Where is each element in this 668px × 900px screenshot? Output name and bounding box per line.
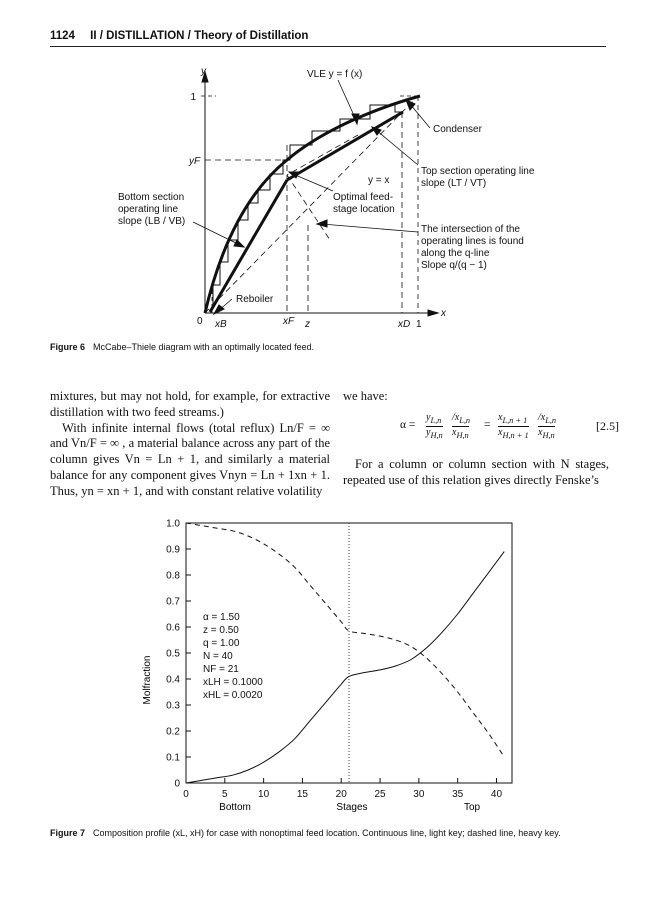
figure6-caption xyxy=(50,342,314,352)
figure7-caption-label: Figure 7 xyxy=(50,828,86,838)
fig7-ytick-label: 0.7 xyxy=(166,596,180,608)
fig7-ytick-label: 0.5 xyxy=(166,648,180,660)
equation-2-5: α = $y_{L,n}$ $y_{H,n}$ $/x_{L,n}$ $x_{H,n}$ = $x_{L,n + 1}$ $x_{H,n + 1}$ $/x_{L,n}$ $x_{H,n}$ xyxy=(400,412,557,440)
text-column-right xyxy=(343,389,609,405)
fig6-y-eq-x: y = x xyxy=(368,175,390,186)
fig7-ytick-label: 0.3 xyxy=(166,700,180,712)
fig7-ytick-label: 0.6 xyxy=(166,622,180,634)
fig6-optimal-feed-2: stage location xyxy=(333,204,395,215)
fig6-condenser-label: Condenser xyxy=(433,124,482,135)
fig7-param: xLH = 0.1000 xyxy=(203,677,263,688)
figure6-caption-text: McCabe–Thiele diagram with an optimally located feed. xyxy=(93,342,315,352)
fig7-xtick-label: 20 xyxy=(335,789,347,800)
fig6-intersection-3: along the q-line xyxy=(421,248,490,259)
fig7-xtick-label: 10 xyxy=(258,789,270,800)
fig7-ytick-label: 0.2 xyxy=(166,726,180,738)
fig7-ytick-label: 0 xyxy=(174,778,180,790)
fig6-x-axis-label: x xyxy=(441,308,446,319)
figure7-chart xyxy=(0,510,668,820)
fig6-reboiler-label: Reboiler xyxy=(236,294,274,305)
fig6-one-y: 1 xyxy=(190,92,196,103)
fig7-ytick-label: 1.0 xyxy=(166,518,180,530)
figure6-caption-label: Figure 6 xyxy=(50,342,86,352)
fig7-ytick-label: 0.4 xyxy=(166,674,180,686)
page-number: 1124 xyxy=(50,30,75,42)
fig7-ylabel: Molfraction xyxy=(142,655,153,705)
fig6-xD: xD xyxy=(398,319,411,330)
fig7-xlabel-right: Top xyxy=(463,802,481,813)
fig7-param: xHL = 0.0020 xyxy=(203,690,263,701)
fig6-xF: xF xyxy=(283,316,295,327)
fig6-intersection-2: operating lines is found xyxy=(421,236,524,247)
fig7-ytick-label: 0.8 xyxy=(166,570,180,582)
fig7-xtick-label: 25 xyxy=(374,789,386,800)
fig7-xtick-label: 40 xyxy=(490,789,503,800)
fig7-xlabel-center: Stages xyxy=(336,802,368,813)
fig7-xtick-label: 35 xyxy=(452,789,464,800)
fig6-bottom-op-3: slope (LB / VB) xyxy=(118,216,186,227)
fig6-one-x: 1 xyxy=(416,319,422,330)
fig6-xB: xB xyxy=(215,319,227,330)
left-paragraph-1: mixtures, but may not hold, for example, for extractive distillation with two feed streams.) xyxy=(50,389,330,419)
fig7-param: N = 40 xyxy=(203,651,233,662)
fig6-top-op-line-1: Top section operating line xyxy=(421,166,535,177)
fig6-intersection-4: Slope q/(q − 1) xyxy=(421,260,487,271)
fig6-vle-label: VLE y = f (x) xyxy=(307,69,363,80)
fig6-optimal-feed-1: Optimal feed- xyxy=(333,192,394,203)
fig6-top-op-line-2: slope (LT / VT) xyxy=(421,178,487,189)
text-column-left xyxy=(50,389,330,500)
fig6-y-axis-label: y xyxy=(201,66,206,77)
fig7-param: α = 1.50 xyxy=(203,612,240,623)
fig7-ytick-label: 0.1 xyxy=(166,752,180,764)
fig7-param: z = 0.50 xyxy=(203,625,239,636)
fig7-param: NF = 21 xyxy=(203,664,239,675)
fig7-xtick-label: 30 xyxy=(413,789,425,800)
fig7-xlabel-left: Bottom xyxy=(219,802,251,813)
fig6-z: z xyxy=(305,319,310,330)
fig6-yF: yF xyxy=(189,156,201,167)
figure7-caption xyxy=(50,828,610,838)
fig7-ytick-label: 0.9 xyxy=(166,544,180,556)
fig7-xtick-label: 15 xyxy=(296,789,308,800)
figure7-caption-text: Composition profile (xL, xH) for case with nonoptimal feed location. Continuous line, light key; dashed line, heavy key. xyxy=(93,828,561,838)
fig7-param: q = 1.00 xyxy=(203,638,240,649)
text-column-right-2 xyxy=(343,457,609,489)
fig6-origin: 0 xyxy=(197,316,203,327)
fig7-xtick-label: 0 xyxy=(183,789,189,800)
right-paragraph-2: For a column or column section with N stages, repeated use of this relation gives directly Fenske’s xyxy=(343,457,609,487)
equation-lhs: α = xyxy=(400,419,416,431)
left-paragraph-2: With infinite internal flows (total reflux) Ln/F = ∞ and Vn/F = ∞ , a material balance across any part of the column gives Vn = Ln + 1, and similarly a material balance for any component gives Vnyn = Ln + 1xn + 1. Thus, yn = xn + 1, and with constant relative volatility xyxy=(50,420,330,498)
right-paragraph-1: we have: xyxy=(343,389,388,403)
fig6-intersection-1: The intersection of the xyxy=(421,224,520,235)
fig6-bottom-op-1: Bottom section xyxy=(118,192,185,203)
running-title: II / DISTILLATION / Theory of Distillation xyxy=(90,30,309,42)
equation-number: [2.5] xyxy=(596,419,619,433)
figure6-diagram xyxy=(0,0,668,345)
fig6-bottom-op-2: operating line xyxy=(118,204,179,215)
fig7-xtick-label: 5 xyxy=(222,789,228,800)
